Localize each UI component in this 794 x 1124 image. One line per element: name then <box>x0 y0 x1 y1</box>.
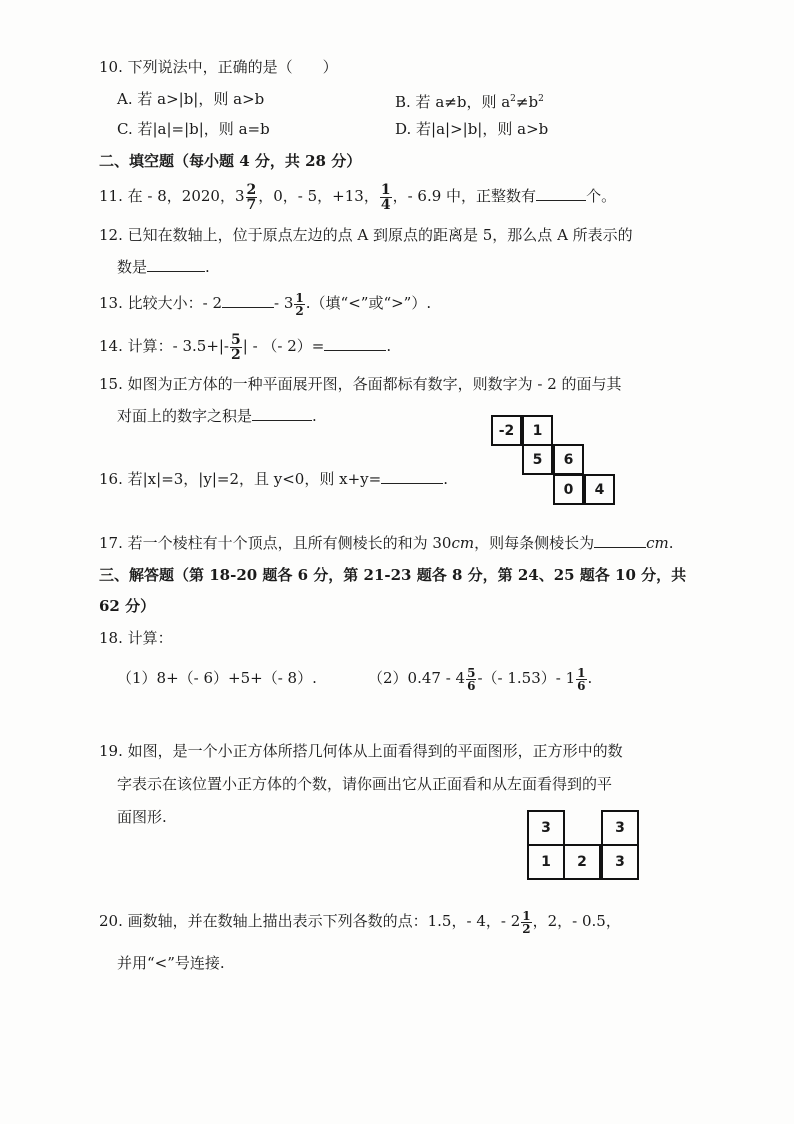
q18-fraction-1-6: $\frac{1}{6}$ <box>577 665 586 693</box>
net-cell-6: 6 <box>553 444 584 475</box>
q10-option-d: D. 若|a|>|b|，则 a>b <box>395 120 549 138</box>
q18-part2: （2）0.47 - 4 $\frac{5}{6}$ -（- 1.53）- 1 $\frac{1}{6}$ . <box>368 665 593 693</box>
q14-fraction-5-2: $\frac{5}{2}$ <box>231 331 241 363</box>
q20-line2: 并用“<”号连接. <box>117 954 225 972</box>
q15-line1: 15. 如图为正方体的一种平面展开图，各面都标有数字，则数字为 - 2 的面与其 <box>99 375 622 393</box>
q14-answer-blank <box>324 336 386 351</box>
q13-answer-blank <box>222 293 274 308</box>
q18-fraction-5-6: $\frac{5}{6}$ <box>467 665 476 693</box>
q11-fraction-2-7: $\frac{2}{7}$ <box>246 181 257 213</box>
q12-answer-blank <box>147 257 205 272</box>
q17: 17. 若一个棱柱有十个顶点，且所有侧棱长的和为 30cm，则每条侧棱长为 cm. <box>99 534 674 552</box>
view-cell-bottom-right: 3 <box>601 844 639 880</box>
section-2-heading: 二、填空题（每小题 4 分，共 28 分） <box>99 152 362 170</box>
q18-part1: （1）8+（- 6）+5+（- 8）. <box>117 669 317 687</box>
view-cell-bottom-left: 1 <box>527 844 565 880</box>
q19-line3: 面图形. <box>117 808 167 826</box>
q15-answer-blank <box>252 406 312 421</box>
view-cell-bottom-middle: 2 <box>563 844 601 880</box>
q13-fraction-1-2: $\frac{1}{2}$ <box>295 290 304 318</box>
view-cell-top-left: 3 <box>527 810 565 846</box>
q20-fraction-1-2: $\frac{1}{2}$ <box>522 908 531 936</box>
q16: 16. 若|x|=3，|y|=2，且 y<0，则 x+y= . <box>99 470 448 488</box>
net-cell-0: 0 <box>553 474 584 505</box>
section-3-heading-line2: 62 分） <box>99 597 156 615</box>
q17-answer-blank <box>594 533 646 548</box>
net-cell-4: 4 <box>584 474 615 505</box>
q12-line1: 12. 已知在数轴上，位于原点左边的点 A 到原点的距离是 5，那么点 A 所表示的 <box>99 226 633 244</box>
q10-option-c: C. 若|a|=|b|，则 a=b <box>117 120 270 138</box>
q19-line1: 19. 如图，是一个小正方体所搭几何体从上面看得到的平面图形，正方形中的数 <box>99 742 623 760</box>
net-cell-neg2: -2 <box>491 415 522 446</box>
net-cell-5: 5 <box>522 444 553 475</box>
q14: 14. 计算：- 3.5+|- $\frac{5}{2}$ | - （- 2）= . <box>99 331 392 363</box>
q11-answer-blank <box>536 186 586 201</box>
q13: 13. 比较大小：- 2 - 3 $\frac{1}{2}$ .（填“<”或“>”）. <box>99 290 432 318</box>
q11-fraction-1-4: $\frac{1}{4}$ <box>380 181 391 213</box>
q10-stem: 10. 下列说法中，正确的是（ ） <box>99 58 338 76</box>
net-cell-1: 1 <box>522 415 553 446</box>
q12-line2: 数是 . <box>117 258 210 276</box>
q10-option-b: B. 若 a≠b，则 $a^2\ne b^2$ <box>395 93 544 111</box>
q11: 11. 在 - 8，2020，3 $\frac{2}{7}$ ，0，- 5，+13， $\frac{1}{4}$ ，- 6.9 中，正整数有 个。 <box>99 181 617 213</box>
section-3-heading-line1: 三、解答题（第 18-20 题各 6 分，第 21-23 题各 8 分，第 24、25 题各 10 分，共 <box>99 566 687 584</box>
q15-line2: 对面上的数字之积是 . <box>117 407 317 425</box>
q16-answer-blank <box>381 469 443 484</box>
q18-title: 18. 计算： <box>99 629 173 647</box>
q20-line1: 20. 画数轴，并在数轴上描出表示下列各数的点：1.5，- 4，- 2 $\frac{1}{2}$ ，2，- 0.5， <box>99 908 621 936</box>
view-cell-top-right: 3 <box>601 810 639 846</box>
q19-line2: 字表示在该位置小正方体的个数，请你画出它从正面看和从左面看得到的平 <box>117 775 613 793</box>
q10-option-a: A. 若 a>|b|，则 a>b <box>117 90 265 108</box>
